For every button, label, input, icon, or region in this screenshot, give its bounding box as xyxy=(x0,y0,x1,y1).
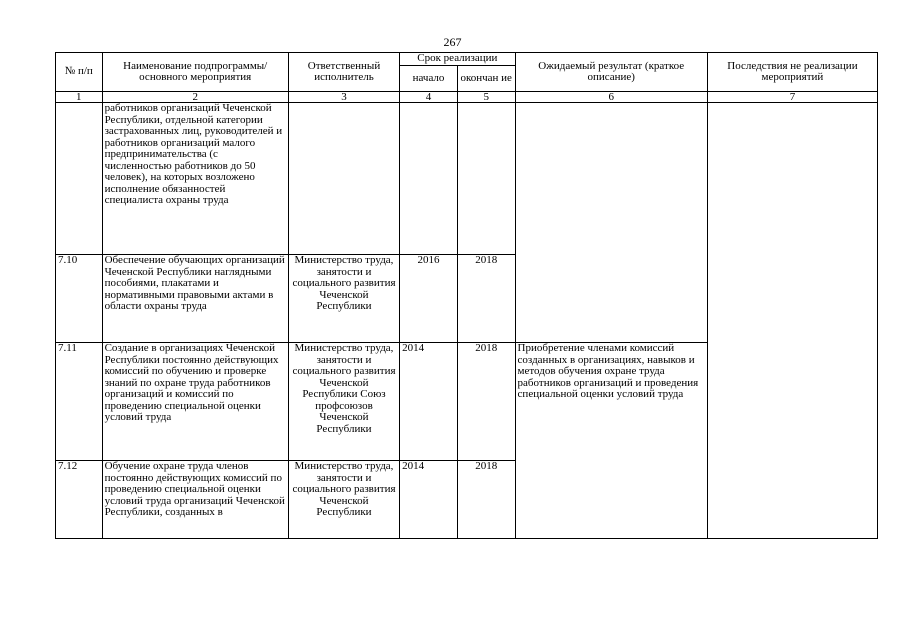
header-end: окончан ие xyxy=(457,66,515,92)
row-number: 7.12 xyxy=(56,461,103,539)
executor: Министерство труда, занятости и социального развития Чеченской Республики xyxy=(288,461,399,539)
column-number: 1 xyxy=(56,92,103,103)
header-number: № п/п xyxy=(56,53,103,92)
header-executor: Ответственный исполнитель xyxy=(288,53,399,92)
page-number: 267 xyxy=(443,35,462,49)
header-period: Срок реализации xyxy=(400,53,515,66)
column-number: 5 xyxy=(457,92,515,103)
row-number: 7.10 xyxy=(56,255,103,343)
executor: Министерство труда, занятости и социального развития Чеченской Республики Союз профсоюзов Чеченской Республики xyxy=(288,343,399,461)
consequences xyxy=(707,103,877,539)
program-table xyxy=(55,52,878,539)
column-number: 2 xyxy=(102,92,288,103)
executor xyxy=(288,103,399,255)
executor: Министерство труда, занятости и социального развития Чеченской Республики xyxy=(288,255,399,343)
activity-name: работников организаций Чеченской Республики, отдельной категории застрахованных лиц, руководителей и работников организаций малого предпринимательства (с численностью работников до 50 человек), на которых возложено исполнение обязанностей специалиста охраны труда xyxy=(102,103,288,255)
expected-result xyxy=(515,103,707,343)
start-year: 2016 xyxy=(400,255,458,343)
column-number: 7 xyxy=(707,92,877,103)
end-year: 2018 xyxy=(457,255,515,343)
row-number xyxy=(56,103,103,255)
expected-result: Приобретение членами комиссий созданных в организациях, навыков и методов обучения охране труда работников организаций и проведения специальной оценки условий труда xyxy=(515,343,707,539)
column-number: 6 xyxy=(515,92,707,103)
start-year: 2014 xyxy=(400,343,458,461)
header-consequences: Последствия не реализации мероприятий xyxy=(707,53,877,92)
end-year: 2018 xyxy=(457,461,515,539)
start-year xyxy=(400,103,458,255)
start-year: 2014 xyxy=(400,461,458,539)
row-number: 7.11 xyxy=(56,343,103,461)
activity-name: Создание в организациях Чеченской Республики постоянно действующих комиссий по обучению и проверке знаний по охране труда работников организаций и комиссий по проведению специальной оценки условий труда xyxy=(102,343,288,461)
header-start: начало xyxy=(400,66,458,92)
header-result: Ожидаемый результат (краткое описание) xyxy=(515,53,707,92)
activity-name: Обеспечение обучающих организаций Чеченской Республики наглядными пособиями, плакатами и нормативными правовыми актами в области охраны труда xyxy=(102,255,288,343)
activity-name: Обучение охране труда членов постоянно действующих комиссий по проведению специальной оценки условий труда организаций Чеченской Республики, созданных в xyxy=(102,461,288,539)
column-number: 3 xyxy=(288,92,399,103)
end-year: 2018 xyxy=(457,343,515,461)
header-name: Наименование подпрограммы/ основного мероприятия xyxy=(102,53,288,92)
table-row xyxy=(56,103,878,255)
column-number: 4 xyxy=(400,92,458,103)
end-year xyxy=(457,103,515,255)
